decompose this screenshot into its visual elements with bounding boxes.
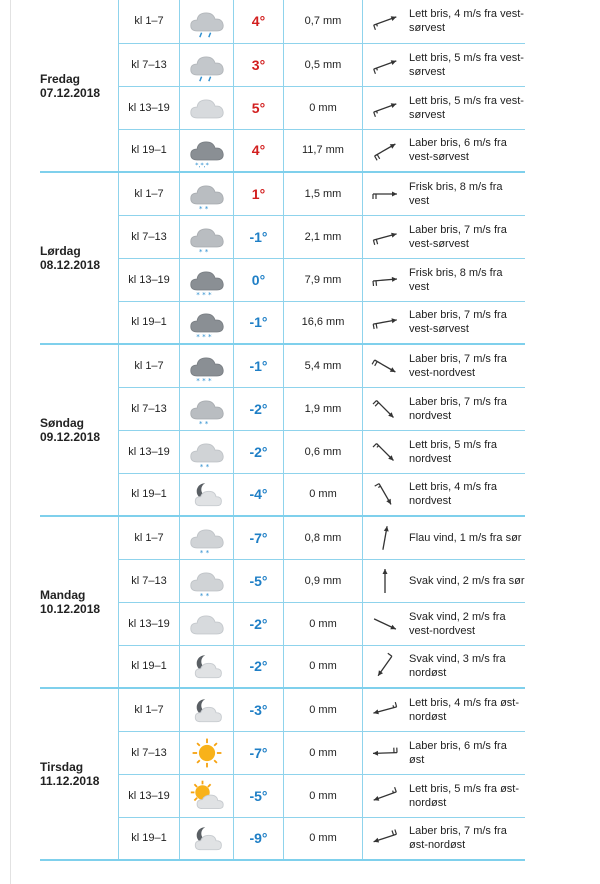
period-label: kl 1–7 <box>119 172 180 215</box>
period-label: kl 7–13 <box>119 215 180 258</box>
weather-icon-cell <box>180 430 234 473</box>
wind-cell <box>363 602 526 645</box>
precipitation: 1,5 mm <box>284 172 363 215</box>
wind-cell <box>363 817 526 860</box>
temperature: -1° <box>234 344 284 387</box>
wind-description: Lett bris, 5 m/s fra nordvest <box>409 438 498 465</box>
dark-cloud-snow-icon <box>187 348 227 384</box>
svg-text:* *: * * <box>198 418 208 427</box>
precipitation: 0 mm <box>284 86 363 129</box>
moon-cloud-icon <box>187 692 227 728</box>
day-header <box>40 344 119 516</box>
wind-arrow-icon <box>365 437 405 467</box>
precipitation: 0,9 mm <box>284 559 363 602</box>
wind-arrow-icon <box>365 222 405 252</box>
day-header <box>40 516 119 688</box>
period-label: kl 7–13 <box>119 731 180 774</box>
sun-cloud-icon <box>187 778 227 814</box>
weather-icon-cell <box>180 344 234 387</box>
precipitation: 0 mm <box>284 731 363 774</box>
wind-cell <box>363 559 526 602</box>
wind-arrow-icon <box>365 738 405 768</box>
precipitation: 0 mm <box>284 688 363 731</box>
wind-description: Laber bris, 7 m/s fra øst-nordøst <box>409 825 507 852</box>
forecast-table <box>40 0 525 861</box>
wind-cell <box>363 516 526 559</box>
wind-arrow-icon <box>365 179 405 209</box>
cloud-light-snow-icon <box>187 434 227 470</box>
svg-text:* *: * * <box>199 461 209 470</box>
period-label: kl 1–7 <box>119 688 180 731</box>
wind-cell <box>363 129 526 172</box>
wind-description: Lett bris, 4 m/s fra nordvest <box>409 481 498 508</box>
cloud-light-snow-icon <box>187 520 227 556</box>
wind-cell <box>363 688 526 731</box>
period-label: kl 1–7 <box>119 516 180 559</box>
temperature: -2° <box>234 602 284 645</box>
wind-cell <box>363 172 526 215</box>
temperature: -1° <box>234 215 284 258</box>
temperature: -4° <box>234 473 284 516</box>
wind-arrow-icon <box>365 50 405 80</box>
period-label: kl 13–19 <box>119 430 180 473</box>
svg-text:* *: * * <box>199 590 209 599</box>
wind-cell <box>363 344 526 387</box>
precipitation: 0 mm <box>284 473 363 516</box>
temperature: 5° <box>234 86 284 129</box>
temperature: 1° <box>234 172 284 215</box>
wind-description: Lett bris, 5 m/s fra vest-sørvest <box>409 94 524 121</box>
forecast-row <box>40 0 525 43</box>
wind-description: Flau vind, 1 m/s fra sør <box>409 531 522 544</box>
wind-description: Laber bris, 6 m/s fra vest-sørvest <box>409 137 507 164</box>
temperature: -9° <box>234 817 284 860</box>
temperature: -2° <box>234 387 284 430</box>
wind-arrow-icon <box>365 6 405 36</box>
wind-arrow-icon <box>365 135 405 165</box>
day-header <box>40 688 119 860</box>
precipitation: 11,7 mm <box>284 129 363 172</box>
weather-icon-cell <box>180 0 234 43</box>
wind-description: Lett bris, 4 m/s fra vest-sørvest <box>409 8 524 35</box>
dark-cloud-snow-icon <box>187 304 227 340</box>
page-left-rule <box>10 0 11 884</box>
period-label: kl 1–7 <box>119 0 180 43</box>
day-date: 09.12.2018 <box>40 430 101 444</box>
temperature: 4° <box>234 0 284 43</box>
weather-icon-cell <box>180 301 234 344</box>
wind-description: Frisk bris, 8 m/s fra vest <box>409 266 503 293</box>
wind-description: Laber bris, 7 m/s fra vest-nordvest <box>409 352 507 379</box>
wind-arrow-icon <box>365 695 405 725</box>
day-header <box>40 172 119 344</box>
weather-icon-cell <box>180 258 234 301</box>
precipitation: 0,6 mm <box>284 430 363 473</box>
svg-text:* * *: * * * <box>195 375 212 384</box>
precipitation: 0 mm <box>284 645 363 688</box>
wind-description: Laber bris, 6 m/s fra øst <box>409 739 507 766</box>
wind-cell <box>363 387 526 430</box>
cloud-snow-icon <box>187 219 227 255</box>
svg-text:* *: * * <box>199 547 209 556</box>
wind-arrow-icon <box>365 523 405 553</box>
wind-cell <box>363 731 526 774</box>
wind-cell <box>363 473 526 516</box>
wind-arrow-icon <box>365 566 405 596</box>
weather-icon-cell <box>180 774 234 817</box>
temperature: -5° <box>234 559 284 602</box>
wind-cell <box>363 430 526 473</box>
precipitation: 16,6 mm <box>284 301 363 344</box>
wind-description: Lett bris, 4 m/s fra øst-nordøst <box>409 696 520 723</box>
precipitation: 7,9 mm <box>284 258 363 301</box>
period-label: kl 7–13 <box>119 43 180 86</box>
precipitation: 0 mm <box>284 817 363 860</box>
cloud-icon <box>187 606 227 642</box>
dark-cloud-snow-icon <box>187 262 227 298</box>
day-name: Søndag <box>40 416 84 430</box>
weather-icon-cell <box>180 731 234 774</box>
wind-arrow-icon <box>365 265 405 295</box>
weather-icon-cell <box>180 86 234 129</box>
period-label: kl 13–19 <box>119 602 180 645</box>
wind-description: Laber bris, 7 m/s fra vest-sørvest <box>409 309 507 336</box>
weather-icon-cell <box>180 516 234 559</box>
period-label: kl 19–1 <box>119 129 180 172</box>
weather-icon-cell <box>180 602 234 645</box>
weather-icon-cell <box>180 559 234 602</box>
cloud-icon <box>187 90 227 126</box>
weather-icon-cell <box>180 43 234 86</box>
wind-description: Laber bris, 7 m/s fra vest-sørvest <box>409 223 507 250</box>
wind-cell <box>363 301 526 344</box>
wind-arrow-icon <box>365 351 405 381</box>
wind-description: Frisk bris, 8 m/s fra vest <box>409 180 503 207</box>
day-date: 08.12.2018 <box>40 258 101 272</box>
forecast-body <box>40 0 525 860</box>
cloud-light-snow-icon <box>187 563 227 599</box>
wind-arrow-icon <box>365 609 405 639</box>
svg-text:* *: * * <box>198 203 208 212</box>
period-label: kl 13–19 <box>119 86 180 129</box>
weather-icon-cell <box>180 215 234 258</box>
weather-icon-cell <box>180 645 234 688</box>
day-date: 10.12.2018 <box>40 602 101 616</box>
moon-cloud-icon <box>187 820 227 856</box>
wind-arrow-icon <box>365 781 405 811</box>
precipitation: 0 mm <box>284 602 363 645</box>
svg-text:*,*,*: *,*,* <box>194 162 209 169</box>
period-label: kl 19–1 <box>119 645 180 688</box>
temperature: -7° <box>234 731 284 774</box>
wind-arrow-icon <box>365 479 405 509</box>
period-label: kl 13–19 <box>119 258 180 301</box>
period-label: kl 13–19 <box>119 774 180 817</box>
period-label: kl 7–13 <box>119 559 180 602</box>
temperature: 3° <box>234 43 284 86</box>
period-label: kl 7–13 <box>119 387 180 430</box>
cloud-rain-icon <box>187 47 227 83</box>
wind-cell <box>363 0 526 43</box>
wind-arrow-icon <box>365 823 405 853</box>
day-name: Mandag <box>40 588 86 602</box>
period-label: kl 19–1 <box>119 473 180 516</box>
period-label: kl 19–1 <box>119 301 180 344</box>
weather-icon-cell <box>180 688 234 731</box>
wind-cell <box>363 43 526 86</box>
temperature: -5° <box>234 774 284 817</box>
forecast-row <box>40 516 525 559</box>
wind-arrow-icon <box>365 307 405 337</box>
wind-description: Svak vind, 2 m/s fra sør <box>409 574 525 587</box>
temperature: -3° <box>234 688 284 731</box>
wind-cell <box>363 774 526 817</box>
weather-icon-cell <box>180 817 234 860</box>
forecast-row <box>40 344 525 387</box>
day-date: 07.12.2018 <box>40 85 101 100</box>
temperature: 4° <box>234 129 284 172</box>
wind-description: Laber bris, 7 m/s fra nordvest <box>409 395 507 422</box>
weather-icon-cell <box>180 172 234 215</box>
wind-description: Svak vind, 2 m/s fra vest-nordvest <box>409 610 506 637</box>
weather-icon-cell <box>180 473 234 516</box>
precipitation: 0,8 mm <box>284 516 363 559</box>
wind-arrow-icon <box>365 394 405 424</box>
period-label: kl 19–1 <box>119 817 180 860</box>
weather-icon-cell <box>180 129 234 172</box>
precipitation: 0,7 mm <box>284 0 363 43</box>
precipitation: 0 mm <box>284 774 363 817</box>
temperature: -7° <box>234 516 284 559</box>
temperature: 0° <box>234 258 284 301</box>
temperature: -2° <box>234 430 284 473</box>
precipitation: 5,4 mm <box>284 344 363 387</box>
precipitation: 0,5 mm <box>284 43 363 86</box>
wind-arrow-icon <box>365 93 405 123</box>
cloud-snow-icon <box>187 391 227 427</box>
precipitation: 2,1 mm <box>284 215 363 258</box>
sun-icon <box>187 735 227 771</box>
day-name: Fredag <box>40 71 81 86</box>
weather-icon-cell <box>180 387 234 430</box>
moon-cloud-icon <box>187 648 227 684</box>
day-name: Lørdag <box>40 244 81 258</box>
wind-cell <box>363 86 526 129</box>
day-name: Tirsdag <box>40 760 84 774</box>
wind-cell <box>363 645 526 688</box>
wind-description: Lett bris, 5 m/s fra vest-sørvest <box>409 51 524 78</box>
day-header <box>40 0 119 172</box>
temperature: -2° <box>234 645 284 688</box>
period-label: kl 1–7 <box>119 344 180 387</box>
temperature: -1° <box>234 301 284 344</box>
svg-text:* * *: * * * <box>195 289 212 298</box>
precipitation: 1,9 mm <box>284 387 363 430</box>
cloud-rain-icon <box>187 3 227 39</box>
forecast-row <box>40 172 525 215</box>
wind-description: Lett bris, 5 m/s fra øst-nordøst <box>409 782 520 809</box>
cloud-snow-icon <box>187 176 227 212</box>
svg-text:* * *: * * * <box>195 332 212 341</box>
wind-arrow-icon <box>365 651 405 681</box>
forecast-row <box>40 688 525 731</box>
day-date: 11.12.2018 <box>40 774 100 788</box>
svg-text:* *: * * <box>198 246 208 255</box>
dark-cloud-sleet-icon <box>187 132 227 168</box>
wind-description: Svak vind, 3 m/s fra nordøst <box>409 653 506 680</box>
wind-cell <box>363 258 526 301</box>
wind-cell <box>363 215 526 258</box>
moon-cloud-icon <box>187 476 227 512</box>
